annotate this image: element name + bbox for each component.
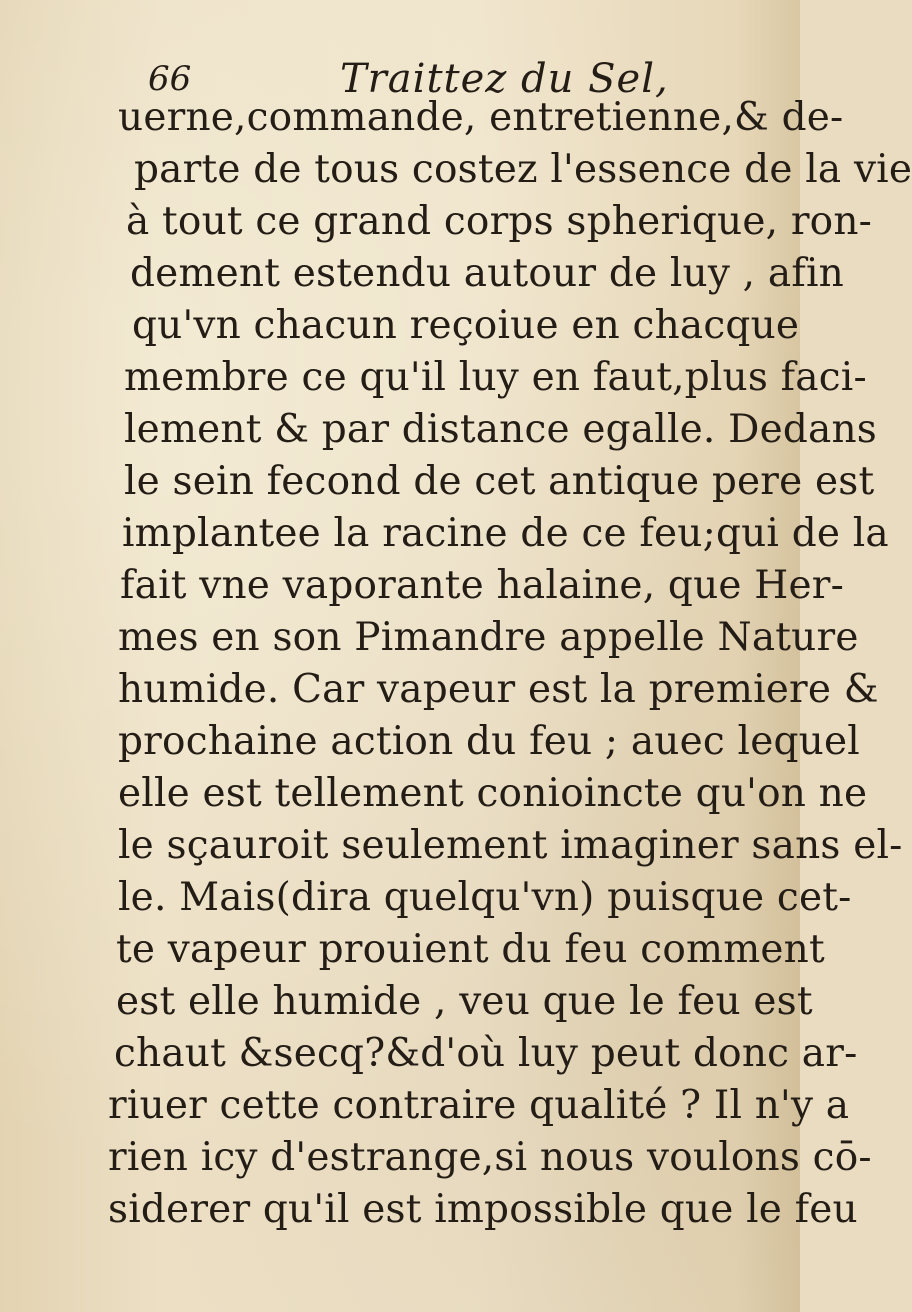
text-line: humide. Car vapeur est la premiere &	[118, 667, 879, 712]
text-line: est elle humide , veu que le feu est	[116, 979, 813, 1024]
text-line: membre ce qu'il luy en faut,plus faci-	[124, 355, 867, 400]
text-line: lement & par distance egalle. Dedans	[124, 407, 877, 452]
text-line: dement estendu autour de luy , afin	[130, 251, 844, 296]
running-title: Traittez du Sel,	[340, 56, 669, 102]
text-line: le sein fecond de cet antique pere est	[124, 459, 875, 504]
text-line: le sçauroit seulement imaginer sans el-	[118, 823, 903, 868]
text-line: chaut &secq?&d'où luy peut donc ar-	[114, 1031, 858, 1076]
text-line: prochaine action du feu ; auec lequel	[118, 719, 860, 764]
text-line: uerne,commande, entretienne,& de-	[118, 95, 844, 140]
text-line: siderer qu'il est impossible que le feu	[108, 1187, 858, 1232]
text-line: mes en son Pimandre appelle Nature	[118, 615, 859, 660]
text-line: te vapeur prouient du feu comment	[116, 927, 825, 972]
text-line: à tout ce grand corps spherique, ron-	[126, 199, 873, 244]
text-line: parte de tous costez l'essence de la vie	[134, 147, 912, 192]
text-line: rien icy d'estrange,si nous voulons cō-	[108, 1135, 872, 1180]
text-line: qu'vn chacun reçoiue en chacque	[132, 303, 800, 348]
text-line: elle est tellement conioincte qu'on ne	[118, 771, 868, 816]
text-line: fait vne vaporante halaine, que Her-	[120, 563, 844, 608]
text-line: implantee la racine de ce feu;qui de la	[122, 511, 889, 556]
text-line: riuer cette contraire qualité ? Il n'y a	[108, 1083, 850, 1128]
text-line: le. Mais(dira quelqu'vn) puisque cet-	[118, 875, 852, 920]
page-number: 66	[148, 59, 192, 99]
